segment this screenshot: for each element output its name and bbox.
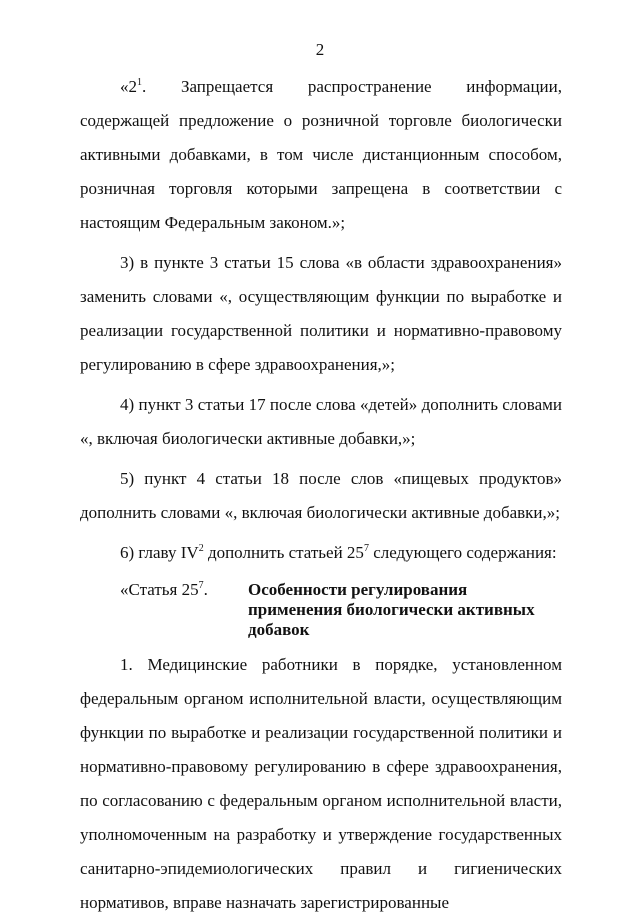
superscript: 1 — [137, 77, 142, 88]
paragraph-article-point-1: 1. Медицинские работники в порядке, установленном федеральным органом исполнительной власти, осуществляющим функции по выработке и реализации государственной политики и нормативно-правовому регулированию в сфере здравоохранения, по согласованию с федеральным органом исполнительной власти, уполномоченным на разработку и утверждение государственных санитарно-эпидемиологических правил и гигиенических нормативов, вправе назначать зарегистрированные — [80, 655, 562, 912]
page-number: 2 — [315, 40, 325, 59]
paragraph-ban-info-start: «2 — [120, 77, 137, 96]
paragraph-item-6-start: 6) главу IV — [120, 543, 199, 562]
paragraph-item-6 — [80, 536, 562, 570]
superscript: 7 — [363, 543, 369, 554]
superscript: 2 — [198, 543, 204, 554]
paragraph-ban-info — [80, 70, 562, 240]
article-label-text: «Статья 25 — [120, 580, 199, 599]
document-body — [80, 70, 562, 920]
paragraph-item-6-end: следующего содержания: — [368, 543, 557, 562]
paragraph-item-5: 5) пункт 4 статьи 18 после слов «пищевых продуктов» дополнить словами «, включая биологически активные добавки,»; — [80, 469, 562, 522]
paragraph-item-4: 4) пункт 3 статьи 17 после слова «детей» дополнить словами «, включая биологически активные добавки,»; — [80, 395, 562, 448]
article-heading — [80, 580, 562, 640]
article-label-dot: . — [203, 580, 208, 599]
article-title: Особенности регулирования применения биологически активных добавок — [248, 580, 535, 639]
superscript: 7 — [198, 580, 204, 591]
paragraph-item-6-mid: дополнить статьей 25 — [203, 543, 364, 562]
article-label — [80, 580, 242, 640]
paragraph-ban-info-text: . Запрещается распространение информации, содержащей предложение о розничной торговле биологически активными добавками, в том числе дистанционным способом, розничная торговля которыми запрещена в соответствии с настоящим Федеральным законом.»; — [80, 77, 562, 232]
paragraph-item-3: 3) в пункте 3 статьи 15 слова «в области здравоохранения» заменить словами «, осуществляющим функции по выработке и реализации государственной политики и нормативно-правовому регулированию в сфере здравоохранения,»; — [80, 253, 562, 374]
